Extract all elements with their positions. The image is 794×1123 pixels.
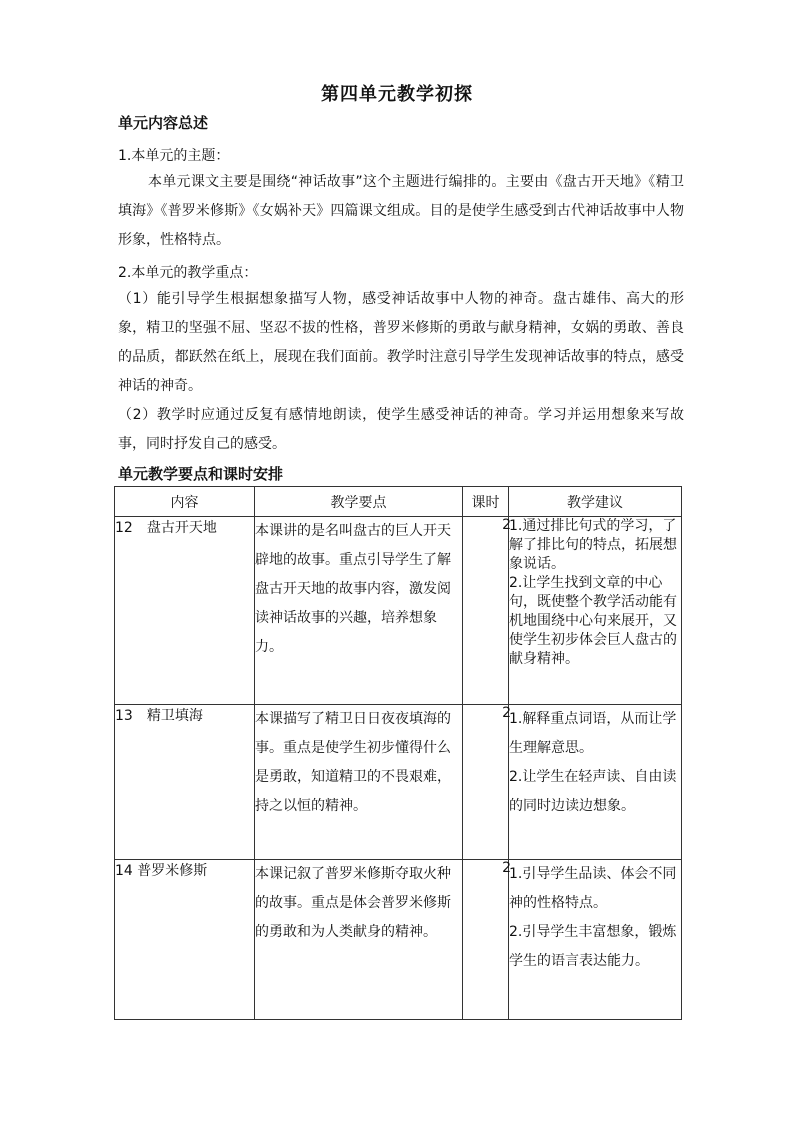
- theme-label: 1.本单元的主题：: [118, 148, 230, 164]
- lesson-points: 本课记叙了普罗米修斯夺取火种的故事。重点是体会普罗米修斯的勇敢和为人类献身的精神。: [255, 860, 463, 1020]
- lesson-title: 13 精卫填海: [115, 705, 255, 860]
- header-content: 内容: [115, 487, 255, 517]
- table-row: [115, 860, 682, 1020]
- advice-item: 2.让学生找到文章的中心句，既使整个教学活动能有机地围绕中心句来展开，又使学生初步体会巨人盘古的献身精神。: [509, 575, 677, 667]
- lesson-title: 12 盘古开天地: [115, 517, 255, 705]
- advice-item: 2.引导学生丰富想象，锻炼学生的语言表达能力。: [509, 924, 677, 969]
- lesson-points: 本课讲的是名叫盘古的巨人开天辟地的故事。重点引导学生了解盘古开天地的故事内容，激发阅读神话故事的兴趣，培养想象力。: [255, 517, 463, 705]
- focus-paragraph-1: （1）能引导学生根据想象描写人物，感受神话故事中人物的神奇。盘古雄伟、高大的形象，精卫的坚强不屈、坚忍不拔的性格，普罗米修斯的勇敢与献身精神，女娲的勇敢、善良的品质，都跃然在纸上，展现在我们面前。教学时注意引导学生发现神话故事的特点，感受神话的神奇。: [118, 291, 684, 394]
- header-advice: 教学建议: [509, 487, 682, 517]
- advice-item: 2.让学生在轻声读、自由读的同时边读边想象。: [509, 769, 677, 814]
- lesson-hours: 2: [502, 517, 511, 533]
- overview-heading: 单元内容总述: [118, 114, 209, 132]
- lesson-hours: 2: [502, 860, 511, 876]
- focus-label: 2.本单元的教学重点：: [118, 265, 258, 281]
- lesson-title: 14 普罗米修斯: [115, 860, 255, 1020]
- header-hours: 课时: [463, 487, 509, 517]
- table-header-row: [115, 487, 682, 517]
- table-row: [115, 705, 682, 860]
- theme-paragraph: 本单元课文主要是围绕“神话故事”这个主题进行编排的。主要由《盘古开天地》《精卫填海》《普罗米修斯》《女娲补天》四篇课文组成。目的是使学生感受到古代神话故事中人物形象，性格特点。: [118, 174, 684, 248]
- focus-paragraph-2: （2）教学时应通过反复有感情地朗读，使学生感受神话的神奇。学习并运用想象来写故事，同时抒发自己的感受。: [118, 407, 684, 452]
- lesson-points: 本课描写了精卫日日夜夜填海的事。重点是使学生初步懂得什么是勇敢，知道精卫的不畏艰难，持之以恒的精神。: [255, 705, 463, 860]
- advice-item: 1.引导学生品读、体会不同神的性格特点。: [509, 866, 677, 911]
- lesson-advice: [509, 517, 682, 705]
- advice-item: 1.通过排比句式的学习，了解了排比句的特点，拓展想象说话。: [509, 518, 677, 572]
- table-row: [115, 517, 682, 705]
- lesson-advice: [509, 705, 682, 860]
- plan-heading: 单元教学要点和课时安排: [118, 465, 284, 483]
- lesson-hours: 2: [502, 705, 511, 721]
- document-title: 第四单元教学初探: [321, 84, 473, 105]
- lesson-plan-table: [114, 486, 682, 1020]
- advice-item: 1.解释重点词语，从而让学生理解意思。: [509, 711, 677, 756]
- header-points: 教学要点: [255, 487, 463, 517]
- lesson-advice: [509, 860, 682, 1020]
